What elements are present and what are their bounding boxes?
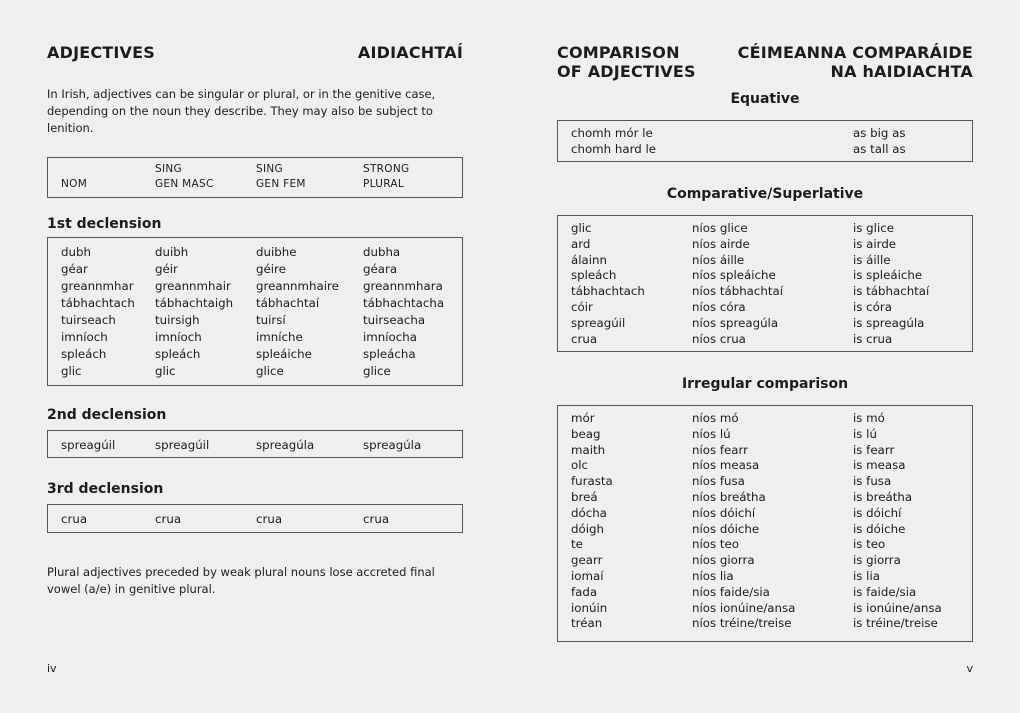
table-cell: níos lia [692,569,734,583]
table-cell: maith [571,442,606,457]
equative-title: Equative [730,91,800,107]
table-cell: géar [61,262,88,276]
table-cell: greannmhaire [256,279,339,293]
table-row [558,473,972,489]
table-cell: crua [155,512,182,526]
table-cell: imníoch [155,330,202,344]
table-cell: greannmhar [61,279,134,293]
table-cell: is fusa [853,474,892,489]
table-cell: duibh [155,245,189,259]
table-cell: níos faide/sia [692,584,770,599]
header-box [47,157,463,198]
table-cell: spleácha [363,347,416,361]
table-cell: glice [256,364,284,378]
decl3-title: 3rd declension [47,481,164,497]
table-cell: breá [571,490,598,504]
table-cell: is teo [853,537,886,552]
table-cell: níos fusa [692,474,745,489]
table-cell: níos tréine/treise [692,616,792,631]
table-cell: níos airde [692,236,750,251]
table-cell: níos giorra [692,553,755,568]
table-cell: mór [571,411,595,425]
table-cell: tábhachtaigh [155,296,234,310]
irregular-title: Irregular comparison [681,376,849,392]
table-row [558,600,972,616]
table-row [558,141,972,157]
table-cell: tuirseacha [363,313,426,327]
table-cell: spreagúil [571,315,626,330]
table-cell: dubha [363,245,401,259]
table-cell: níos breátha [692,490,766,504]
table-cell: is dóichí [853,505,902,520]
table-cell: níos dóiche [692,521,760,536]
page-title-irish: AIDIACHTAÍ [357,43,463,62]
table-row [48,363,462,379]
comparative-title: Comparative/Superlative [666,186,864,202]
table-row [48,437,462,453]
table-cell: is measa [853,458,906,473]
note-text: Plural adjectives preceded by weak plural nouns lose accreted final vowel (a/e) in genitive plural. [47,565,435,596]
table-row [48,346,462,362]
comparative-table [557,215,973,352]
table-cell: greannmhara [363,279,443,293]
table-cell: crua [363,512,390,526]
table-cell: is breátha [853,490,913,504]
table-cell: is áille [853,252,891,267]
table-cell: crua [571,331,598,346]
table-cell: imníoch [61,330,108,344]
table-cell: is spreagúla [853,315,925,330]
header-col4-top: STRONG [363,163,410,175]
table-cell: níos tábhachtaí [692,284,784,299]
table-cell: greannmhair [155,279,231,293]
table-cell: duibhe [256,245,297,259]
table-cell: níos lú [692,426,731,441]
table-cell: tábhachtach [61,296,135,310]
table-cell: is lia [853,569,880,583]
table-row [558,299,972,315]
table-cell: tuirseach [61,313,116,327]
table-row [48,511,462,527]
table-cell: spreagúil [61,438,116,452]
decl1-table [47,237,463,386]
table-cell: spleách [61,347,107,361]
table-row [48,261,462,277]
table-cell: glic [155,364,176,378]
table-row [558,584,972,600]
table-cell: níos spleáiche [692,268,776,283]
table-row [558,426,972,442]
table-cell: is ionúine/ansa [853,600,942,615]
table-cell: as tall as [853,142,906,156]
table-cell: ard [571,236,591,251]
table-cell: géara [363,262,398,276]
table-cell: níos áille [692,252,745,267]
table-cell: tábhachtach [571,284,645,299]
equative-table [557,120,973,162]
table-cell: te [571,537,583,552]
table-cell: is glice [853,221,894,235]
table-row [558,410,972,426]
table-cell: álainn [571,252,607,267]
table-row [558,252,972,268]
table-row [558,220,972,236]
page-title-irish-line1: CÉIMEANNA COMPARÁIDE [737,43,973,62]
table-row [558,283,972,299]
table-cell: níos córa [692,300,746,314]
table-cell: níos dóichí [692,505,756,520]
table-cell: níos teo [692,537,739,552]
table-cell: géire [256,262,286,276]
table-cell: imníocha [363,330,417,344]
table-cell: is córa [853,300,892,314]
table-row [558,568,972,584]
table-cell: is airde [853,236,897,251]
table-row [558,505,972,521]
page-title-line2: OF ADJECTIVES [557,62,696,81]
table-cell: tábhachtaí [256,296,320,310]
table-cell: spreagúil [155,438,210,452]
table-row [558,615,972,631]
table-cell: is lú [853,426,877,441]
table-cell: is dóiche [853,521,906,536]
table-cell: níos crua [692,331,746,346]
table-cell: glic [571,221,592,235]
table-row [558,267,972,283]
table-cell: glic [61,364,82,378]
table-cell: glice [363,364,391,378]
irregular-table [557,405,973,642]
table-cell: chomh hard le [571,142,657,156]
table-row [558,315,972,331]
table-row [48,312,462,328]
table-cell: is faide/sia [853,584,917,599]
table-cell: dócha [571,505,607,520]
table-cell: tréan [571,616,603,631]
table-cell: beag [571,426,601,441]
table-row [558,331,972,347]
table-cell: tábhachtacha [363,296,445,310]
right-page [557,0,973,713]
header-col1: NOM [61,178,88,190]
table-cell: géir [155,262,178,276]
table-cell: níos ionúine/ansa [692,600,796,615]
page-title-irish-line2: NA hAIDIACHTA [830,62,973,81]
table-cell: is tréine/treise [853,616,938,631]
table-row [48,278,462,294]
table-cell: furasta [571,474,613,489]
table-row [558,457,972,473]
table-row [48,244,462,260]
header-col3-top: SING [256,163,283,175]
table-cell: is tábhachtaí [853,284,930,299]
table-cell: is crua [853,331,893,346]
table-cell: spreagúla [256,438,315,452]
table-cell: tuirsí [256,313,286,327]
table-cell: crua [256,512,283,526]
table-cell: is mó [853,411,885,425]
table-cell: spreagúla [363,438,422,452]
table-cell: níos glice [692,221,748,235]
table-cell: chomh mór le [571,126,653,140]
table-cell: níos fearr [692,442,749,457]
intro-text: In Irish, adjectives can be singular or plural, or in the genitive case, depending on the noun they describe. They may also be subject to lenition. [47,87,436,135]
decl3-table [47,504,463,533]
page-title: ADJECTIVES [47,43,155,62]
table-cell: tuirsigh [155,313,200,327]
table-row [558,236,972,252]
table-row [48,329,462,345]
page-number: iv [47,662,57,675]
table-row [48,295,462,311]
table-row [558,489,972,505]
table-row [558,552,972,568]
table-cell: níos measa [692,458,760,473]
table-cell: is giorra [853,553,901,568]
table-cell: cóir [571,300,593,314]
left-page [47,0,463,713]
table-cell: dóigh [571,521,604,536]
header-col2-top: SING [155,163,182,175]
page-title-line1: COMPARISON [557,43,680,62]
table-row [558,125,972,141]
table-cell: is spleáiche [853,268,923,283]
table-row [558,521,972,537]
table-cell: ionúin [571,600,608,615]
table-cell: imníche [256,330,303,344]
header-col4-bottom: PLURAL [363,178,405,190]
table-cell: níos spreagúla [692,315,779,330]
table-row [558,442,972,458]
table-cell: dubh [61,245,91,259]
table-cell: gearr [571,553,603,568]
decl2-title: 2nd declension [47,407,167,423]
table-cell: is fearr [853,442,895,457]
table-row [558,536,972,552]
table-cell: as big as [853,126,906,140]
table-cell: iomaí [571,569,604,583]
table-cell: spleáiche [256,347,312,361]
decl2-table [47,430,463,458]
table-cell: fada [571,584,598,599]
table-cell: spleách [155,347,201,361]
table-cell: níos mó [692,411,739,425]
header-col3-bottom: GEN FEM [256,178,306,190]
decl1-title: 1st declension [47,216,162,232]
table-cell: spleách [571,268,617,283]
table-cell: crua [61,512,88,526]
table-cell: olc [571,458,588,473]
header-col2-bottom: GEN MASC [155,178,214,190]
page-number: v [966,662,973,675]
